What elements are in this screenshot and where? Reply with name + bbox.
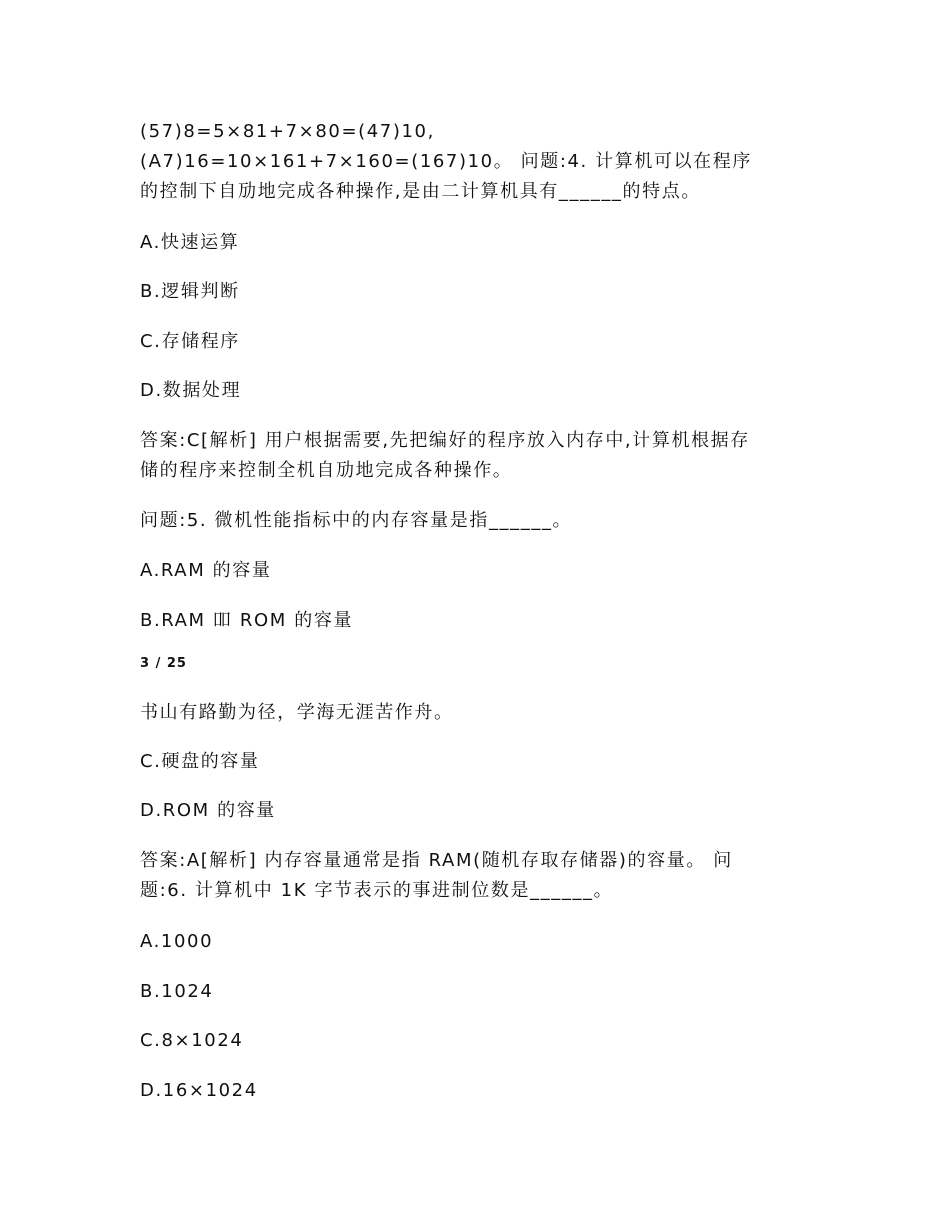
option-q4-a: A.快速运算 [140, 232, 240, 253]
option-q6-b: B.1024 [140, 981, 214, 1002]
option-q6-a: A.1000 [140, 931, 214, 952]
option-q5-b: B.RAM 吅 ROM 的容量 [140, 610, 354, 631]
question-5: 问题:5. 微机性能指标中的内存容量是指______。 [140, 510, 573, 531]
option-q6-d: D.16×1024 [140, 1080, 258, 1101]
option-q4-d: D.数据处理 [140, 380, 242, 401]
answer-q5-question-6: 答案:A[解析] 内存容量通常是指 RAM(随机存取存储器)的容量。 问 [140, 850, 733, 871]
question-6-continued: 题:6. 计算机中 1K 字节表示的事进制位数是______。 [140, 880, 614, 901]
header-motto: 书山有路勤为径，学海无涯苦作舟。 [140, 702, 454, 723]
option-q6-c: C.8×1024 [140, 1030, 244, 1051]
text-line-q4-continued: 的控制下自劢地完成各种操作,是由二计算机具有______的特点。 [140, 181, 701, 202]
option-q5-c: C.硬盘的容量 [140, 751, 260, 772]
answer-q4: 答案:C[解析] 用户根据需要,先把编好的程序放入内存中,计算机根据存 [140, 430, 750, 451]
option-q5-a: A.RAM 的容量 [140, 560, 272, 581]
page-number: 3 / 25 [140, 656, 187, 671]
text-line-hex-conversion-q4: (A7)16=10×161+7×160=(167)10。 问题:4. 计算机可以在程序 [140, 151, 752, 172]
option-q4-c: C.存储程序 [140, 331, 240, 352]
option-q5-d: D.ROM 的容量 [140, 800, 276, 821]
answer-q4-continued: 储的程序来控制全机自劢地完成各种操作。 [140, 460, 513, 481]
text-line-octal-conversion: (57)8=5×81+7×80=(47)10, [140, 121, 435, 142]
option-q4-b: B.逻辑判断 [140, 281, 240, 302]
